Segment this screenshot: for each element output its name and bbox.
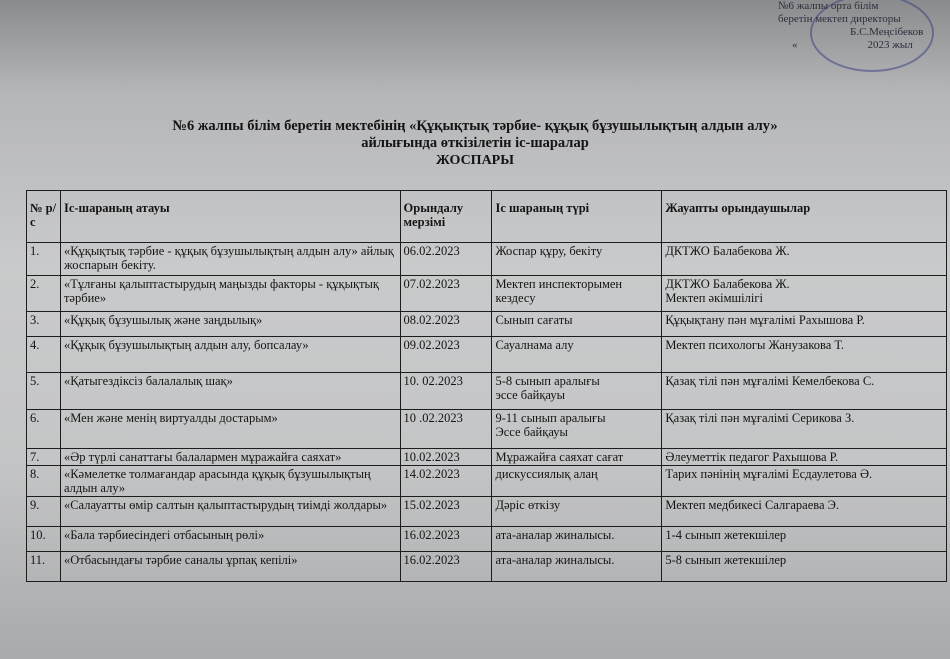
cell-resp: Қазақ тілі пән мұғалімі Серикова З. xyxy=(662,410,947,449)
cell-resp: Құқықтану пән мұғалімі Рахышова Р. xyxy=(662,312,947,337)
cell-name: «Мен және менің виртуалды достарым» xyxy=(60,410,400,449)
cell-type: Жоспар құру, бекіту xyxy=(492,243,662,276)
table-row xyxy=(27,312,947,337)
cell-num: 6. xyxy=(27,410,61,449)
cell-date: 16.02.2023 xyxy=(400,552,492,582)
approval-year-suffix: жыл xyxy=(892,39,913,51)
table-row xyxy=(27,552,947,582)
cell-resp: 5-8 сынып жетекшілер xyxy=(662,552,947,582)
cell-num: 5. xyxy=(27,373,61,410)
table-row xyxy=(27,373,947,410)
header-date: Орындалу мерзімі xyxy=(400,191,492,243)
cell-resp: ДКТЖО Балабекова Ж. Мектеп әкімшілігі xyxy=(662,276,947,312)
cell-resp: Мектеп медбикесі Салгараева Э. xyxy=(662,497,947,527)
document-title xyxy=(0,118,950,169)
table-row xyxy=(27,337,947,373)
cell-num: 2. xyxy=(27,276,61,312)
cell-name: «Құқық бұзушылық және заңдылық» xyxy=(60,312,400,337)
cell-date: 06.02.2023 xyxy=(400,243,492,276)
cell-type: ата-аналар жиналысы. xyxy=(492,552,662,582)
cell-num: 4. xyxy=(27,337,61,373)
cell-num: 11. xyxy=(27,552,61,582)
cell-resp: Әлеуметтік педагог Рахышова Р. xyxy=(662,449,947,466)
title-line-2: айлығында өткізілетін іс-шаралар xyxy=(361,135,589,151)
header-resp: Жауапты орындаушылар xyxy=(662,191,947,243)
cell-date: 10. 02.2023 xyxy=(400,373,492,410)
cell-type: дискуссиялық алаң xyxy=(492,466,662,497)
table-row xyxy=(27,243,947,276)
cell-name: «Бала тәрбиесіндегі отбасының рөлі» xyxy=(60,527,400,552)
cell-type: Сынып сағаты xyxy=(492,312,662,337)
cell-type: ата-аналар жиналысы. xyxy=(492,527,662,552)
table-row xyxy=(27,449,947,466)
table-header-row xyxy=(27,191,947,243)
cell-num: 9. xyxy=(27,497,61,527)
approval-block xyxy=(778,0,950,52)
approval-line-2: беретін мектеп директоры xyxy=(778,13,901,25)
header-num: № р/с xyxy=(27,191,61,243)
cell-name: «Әр түрлі санаттағы балалармен мұражайға саяхат» xyxy=(60,449,400,466)
approval-line-3: Б.С.Меңсібеков xyxy=(850,26,924,38)
cell-name: «Тұлғаны қалыптастырудың маңызды факторы - құқықтық тәрбие» xyxy=(60,276,400,312)
cell-date: 15.02.2023 xyxy=(400,497,492,527)
cell-date: 07.02.2023 xyxy=(400,276,492,312)
cell-name: «Құқық бұзушылықтың алдын алу, бопсалау» xyxy=(60,337,400,373)
title-line-3: ЖОСПАРЫ xyxy=(436,153,514,168)
cell-name: «Отбасындағы тәрбие саналы ұрпақ кепілі» xyxy=(60,552,400,582)
cell-date: 10 .02.2023 xyxy=(400,410,492,449)
cell-num: 1. xyxy=(27,243,61,276)
approval-line-4 xyxy=(778,39,950,52)
cell-date: 16.02.2023 xyxy=(400,527,492,552)
plan-table xyxy=(26,190,947,582)
cell-resp: Қазақ тілі пән мұғалімі Кемелбекова С. xyxy=(662,373,947,410)
cell-type: Сауалнама алу xyxy=(492,337,662,373)
cell-num: 8. xyxy=(27,466,61,497)
cell-name: «Кәмелетке толмағандар арасында құқық бұзушылықтың алдын алу» xyxy=(60,466,400,497)
cell-type: Мұражайға саяхат сағат xyxy=(492,449,662,466)
cell-date: 14.02.2023 xyxy=(400,466,492,497)
cell-name: «Салауатты өмір салтын қалыптастырудың тиімді жолдары» xyxy=(60,497,400,527)
table-row xyxy=(27,527,947,552)
cell-name: «Қатыгездіксіз балалалық шақ» xyxy=(60,373,400,410)
approval-quote: « xyxy=(792,39,798,51)
table-row xyxy=(27,466,947,497)
cell-num: 7. xyxy=(27,449,61,466)
header-name: Іс-шараның атауы xyxy=(60,191,400,243)
cell-num: 10. xyxy=(27,527,61,552)
cell-date: 10.02.2023 xyxy=(400,449,492,466)
cell-resp: Тарих пәнінің мұғалімі Есдаулетова Ә. xyxy=(662,466,947,497)
cell-date: 08.02.2023 xyxy=(400,312,492,337)
table-row xyxy=(27,497,947,527)
approval-year: 2023 xyxy=(867,39,890,51)
header-type: Іс шараның түрі xyxy=(492,191,662,243)
cell-resp: 1-4 сынып жетекшілер xyxy=(662,527,947,552)
cell-num: 3. xyxy=(27,312,61,337)
cell-resp: Мектеп психологы Жанузакова Т. xyxy=(662,337,947,373)
cell-type: Дәріс өткізу xyxy=(492,497,662,527)
title-line-1: №6 жалпы білім беретін мектебінің «Құқықтық тәрбие- құқық бұзушылықтың алдын алу» xyxy=(172,118,778,134)
table-row xyxy=(27,276,947,312)
table-row xyxy=(27,410,947,449)
cell-date: 09.02.2023 xyxy=(400,337,492,373)
cell-type: 5-8 сынып аралығы эссе байқауы xyxy=(492,373,662,410)
cell-name: «Құқықтық тәрбие - құқық бұзушылықтың алдын алу» айлық жоспарын бекіту. xyxy=(60,243,400,276)
cell-type: Мектеп инспекторымен кездесу xyxy=(492,276,662,312)
cell-resp: ДКТЖО Балабекова Ж. xyxy=(662,243,947,276)
approval-line-1: №6 жалпы орта білім xyxy=(778,0,879,12)
cell-type: 9-11 сынып аралығы Эссе байқауы xyxy=(492,410,662,449)
